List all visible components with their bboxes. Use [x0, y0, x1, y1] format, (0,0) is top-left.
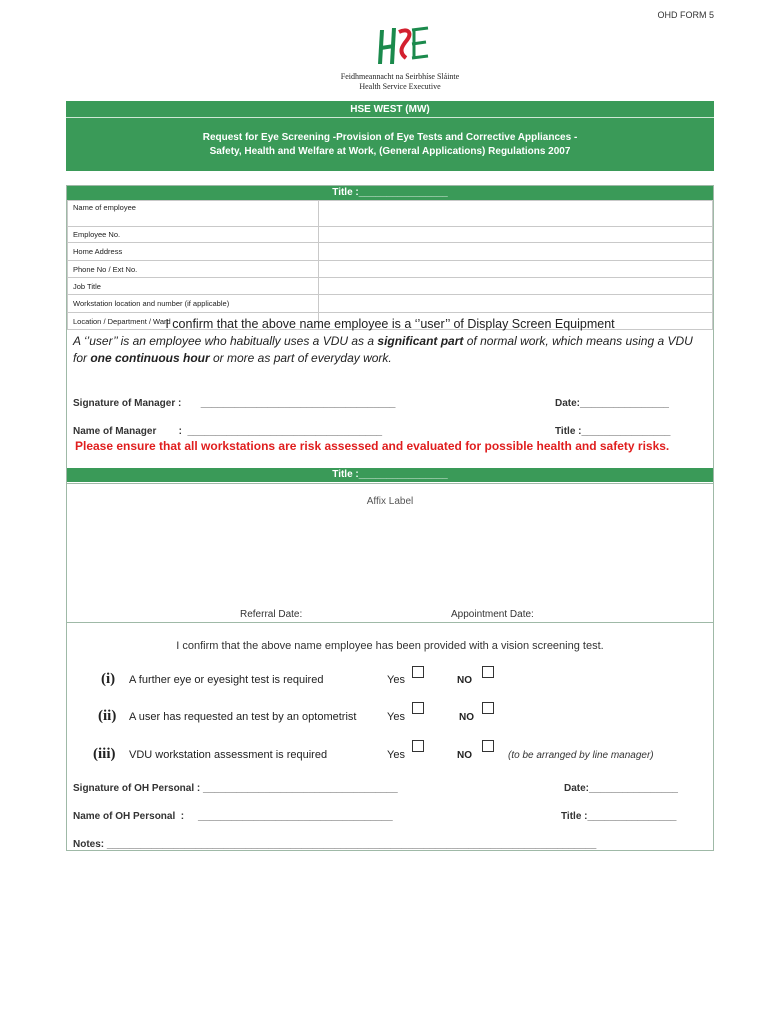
appointment-date-label: Appointment Date:	[451, 609, 534, 620]
part-a-section	[66, 185, 714, 484]
no-checkbox[interactable]	[482, 702, 494, 714]
employee-number-field[interactable]	[319, 227, 713, 243]
job-title-field[interactable]	[319, 278, 713, 295]
field-label: Home Address	[68, 243, 319, 261]
yes-label: Yes	[387, 674, 405, 686]
no-label: NO	[457, 675, 472, 686]
table-row	[68, 243, 713, 261]
table-row	[68, 295, 713, 313]
no-checkbox[interactable]	[482, 740, 494, 752]
table-row	[68, 261, 713, 278]
item-text: A further eye or eyesight test is required	[129, 674, 324, 686]
user-def-text: A ‘’user’’ is an employee who habitually uses a VDU as a	[73, 334, 378, 348]
form-title-line1: Request for Eye Screening -Provision of Eye Tests and Corrective Appliances -	[202, 132, 578, 143]
user-def-text: of normal work, which means using a VDU for	[73, 334, 693, 365]
phone-field[interactable]	[319, 261, 713, 278]
form-id: OHD FORM 5	[657, 10, 714, 20]
table-row	[68, 201, 713, 227]
user-definition	[73, 333, 709, 367]
part-b-title: Title :________________	[67, 468, 713, 482]
hse-logo	[330, 24, 470, 96]
line-manager-note: (to be arranged by line manager)	[508, 750, 654, 761]
item-number: (iii)	[93, 746, 116, 762]
yes-checkbox[interactable]	[412, 666, 424, 678]
employee-name-field[interactable]	[319, 201, 713, 227]
field-label: Name of employee	[68, 201, 319, 227]
user-def-emphasis: significant part	[377, 334, 464, 348]
hse-logo-icon	[372, 24, 432, 68]
yes-label: Yes	[387, 749, 405, 761]
manager-signature-line[interactable]: Signature of Manager : ___________________________________	[73, 398, 396, 409]
oh-date-line[interactable]: Date:________________	[564, 783, 678, 794]
item-text: VDU workstation assessment is required	[129, 749, 328, 761]
logo-irish-name: Feidhmeannacht na Seirbhíse Sláinte	[340, 72, 460, 81]
item-number: (i)	[101, 671, 116, 687]
item-text: A user has requested an test by an optometrist	[129, 711, 357, 723]
risk-assessment-warning: Please ensure that all workstations are risk assessed and evaluated for possible health and safety risks.	[75, 439, 670, 453]
employee-details-table	[67, 200, 713, 330]
notes-line[interactable]: Notes: ________________________________________________________________________________________	[73, 839, 597, 850]
oh-title-line[interactable]: Title :________________	[561, 811, 677, 822]
header-divider	[66, 117, 714, 118]
part-a-title: Title :________________	[67, 186, 713, 200]
workstation-field[interactable]	[319, 295, 713, 313]
part-b-section	[66, 482, 714, 851]
oh-name-line[interactable]: Name of OH Personal : ___________________________________	[73, 811, 393, 822]
affix-label-area: Affix Label	[366, 496, 414, 507]
user-def-emphasis: one continuous hour	[90, 351, 210, 365]
yes-label: Yes	[387, 711, 405, 723]
yes-checkbox[interactable]	[412, 702, 424, 714]
table-row	[68, 278, 713, 295]
field-label: Job Title	[68, 278, 319, 295]
section-divider	[67, 622, 713, 623]
field-label: Phone No / Ext No.	[68, 261, 319, 278]
item-number: (ii)	[98, 708, 117, 724]
logo-english-name: Health Service Executive	[359, 82, 441, 91]
screening-confirm-text: I confirm that the above name employee has been provided with a vision screening test.	[176, 640, 604, 652]
field-label: Employee No.	[68, 227, 319, 243]
oh-signature-line[interactable]: Signature of OH Personal : ___________________________________	[73, 783, 398, 794]
form-title-line2: Safety, Health and Welfare at Work, (General Applications) Regulations 2007	[209, 146, 571, 157]
user-confirm-text: I confirm that the above name employee is a ‘’user’’ of Display Screen Equipment	[165, 317, 615, 331]
form-header	[66, 101, 714, 171]
field-label: Location / Department / Ward	[68, 313, 319, 330]
region-title: HSE WEST (MW)	[350, 104, 430, 115]
no-label: NO	[457, 750, 472, 761]
no-checkbox[interactable]	[482, 666, 494, 678]
field-label: Workstation location and number (if applicable)	[68, 295, 319, 313]
referral-date-label: Referral Date:	[240, 609, 303, 620]
no-label: NO	[459, 712, 474, 723]
manager-title-line[interactable]: Title :________________	[555, 426, 671, 437]
manager-date-line[interactable]: Date:________________	[555, 398, 669, 409]
home-address-field[interactable]	[319, 243, 713, 261]
table-row	[68, 227, 713, 243]
form-title	[66, 131, 714, 159]
manager-name-line[interactable]: Name of Manager : ___________________________________	[73, 426, 383, 437]
user-def-text: or more as part of everyday work.	[209, 351, 392, 365]
yes-checkbox[interactable]	[412, 740, 424, 752]
